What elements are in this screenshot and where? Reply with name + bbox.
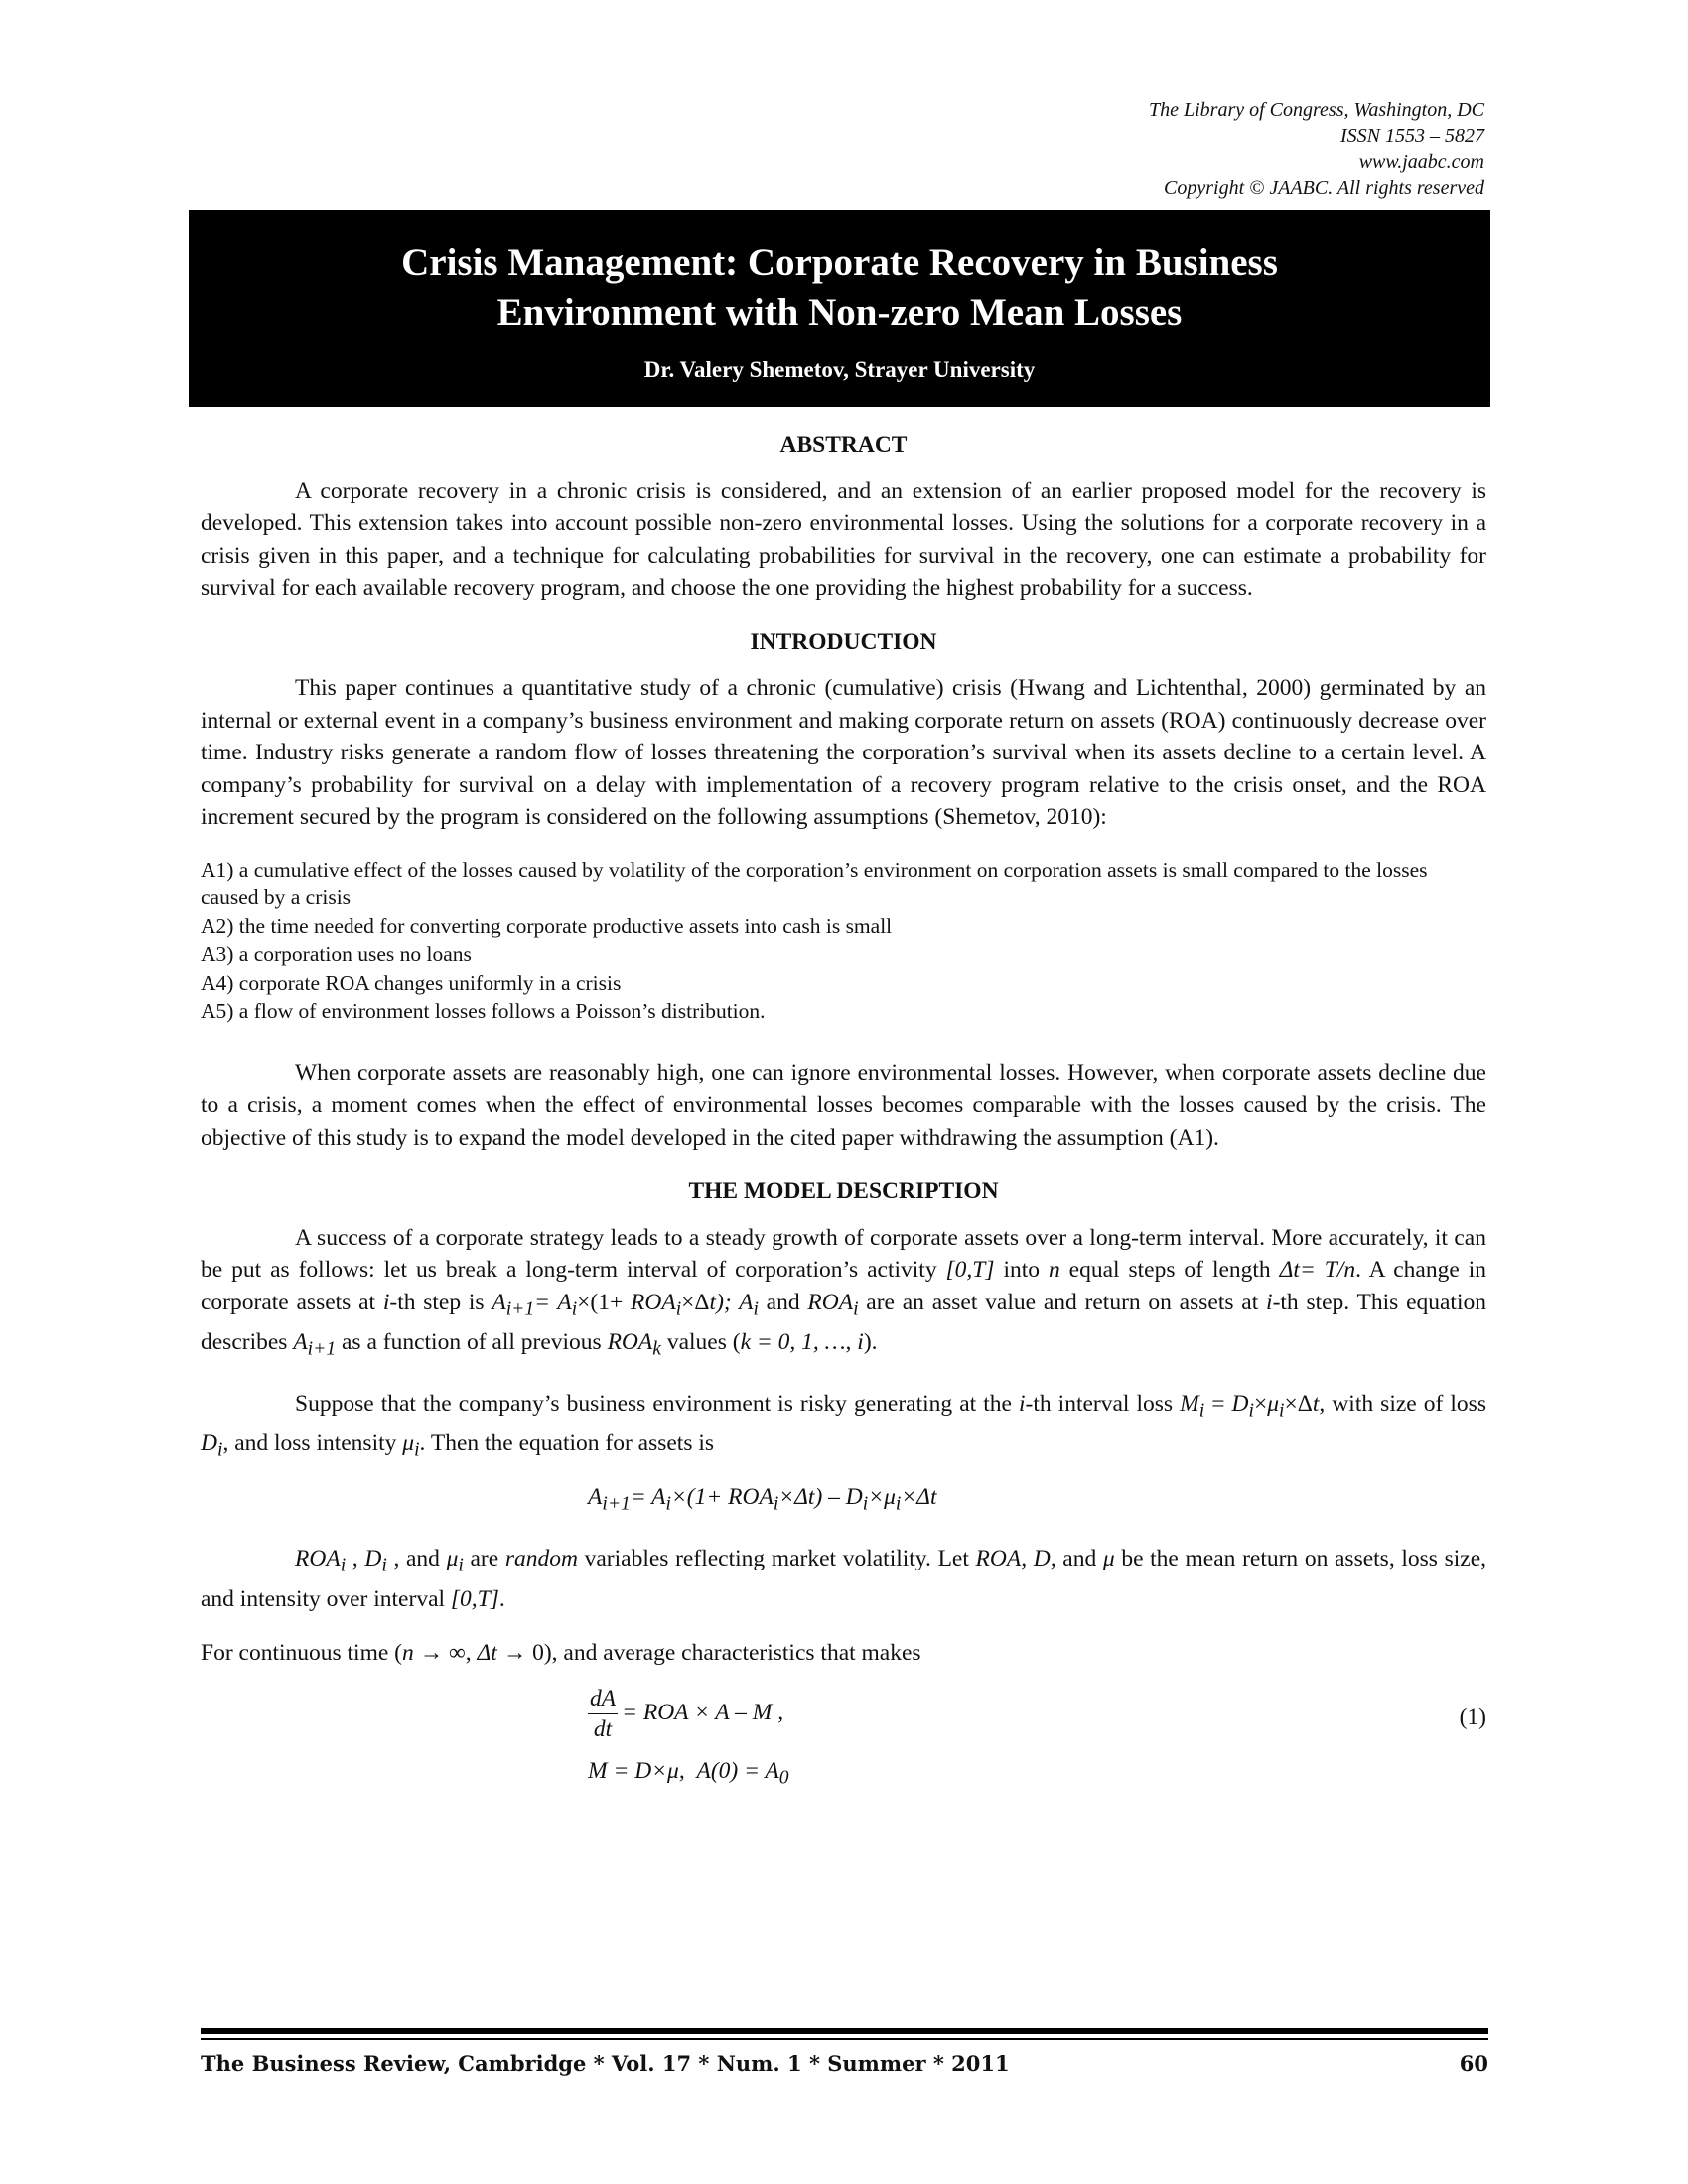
assumption-item: A2) the time needed for converting corporate productive assets into cash is small xyxy=(201,913,893,938)
paper-title xyxy=(189,210,1490,338)
assets-equation: $A_{i+1}= A_i\times(1+ ROA_i\times\Delta t) - D_i\times\mu_i\times\Delta t$ xyxy=(588,1484,937,1515)
model-paragraph-1: A success of a corporate strategy leads to a steady growth of corporate assets over a long-term interval. More accurately, it can be put as follows: let us break a long-term interval of corporation’s activity [0,T] into n equal steps of length Δt= T/n. A change in corporate assets at i-th step is $A_{i+1}= A_i\times(1+ ROA_i\times\Delta t)$; $A_i$ and $ROA_i$ are an asset value and return on assets at i-th step. This equation describes $A_{i+1}$ as a function of all previous $ROA_k$ values (k = 0, 1, …, i). xyxy=(201,1224,1486,1360)
abstract-text: A corporate recovery in a chronic crisis is considered, and an extension of an earlier proposed model for the recovery is developed. This extension takes into account possible non-zero environmental losses. Using the solutions for a corporate recovery in a crisis given in this paper, and a technique for calculating probabilities for survival in the recovery, one can estimate a probability for survival for each available recovery program, and choose the one providing the highest probability for a success. xyxy=(201,478,1486,601)
abstract-heading: ABSTRACT xyxy=(779,432,908,458)
initial-condition-equation: M = D×μ, $A(0) = A_0$ xyxy=(588,1757,789,1789)
footer-rule-thick xyxy=(201,2028,1488,2034)
header-line-library: The Library of Congress, Washington, DC xyxy=(1148,99,1484,121)
model-heading: THE MODEL DESCRIPTION xyxy=(688,1178,999,1204)
assumption-item: A1) a cumulative effect of the losses caused by volatility of the corporation’s environment on corporation assets is small compared to the losses caused by a crisis xyxy=(201,857,1428,909)
paper-body xyxy=(201,429,1486,1795)
model-paragraph-2: Suppose that the company’s business environment is risky generating at the i-th interval loss $M_i = D_i\times\mu_i\times\Delta t$, with size of loss $D_i$, and loss intensity $\mu_i$. Then the equation for assets is xyxy=(201,1390,1486,1461)
paper-author: Dr. Valery Shemetov, Strayer University xyxy=(643,357,1036,382)
assumption-item: A4) corporate ROA changes uniformly in a crisis xyxy=(201,970,622,995)
journal-info-header xyxy=(1149,97,1484,201)
paper-title-line1: Crisis Management: Corporate Recovery in Business xyxy=(401,241,1278,284)
assumptions-list xyxy=(201,856,1486,1025)
model-paragraph-3: $ROA_i$ , $D_i$ , and $\mu_i$ are random variables reflecting market volatility. Let ROA, D, and μ be the mean return on assets, loss size, and intensity over interval [0,T]. xyxy=(201,1546,1487,1612)
paper-title-line2: Environment with Non-zero Mean Losses xyxy=(496,291,1183,334)
header-line-copyright: Copyright © JAABC. All rights reserved xyxy=(1164,177,1484,199)
introduction-paragraph-1: This paper continues a quantitative study of a chronic (cumulative) crisis (Hwang and Lichtenthal, 2000) germinated by an internal or external event in a company’s business environment and making corporate return on assets (ROA) continuously decrease over time. Industry risks generate a random flow of losses threatening the corporation’s survival when its assets decline to a certain level. A company’s probability for survival on a delay with implementation of a recovery program relative to the crisis onset, and the ROA increment secured by the program is considered on the following assumptions (Shemetov, 2010): xyxy=(201,675,1486,830)
assumption-item: A3) a corporation uses no loans xyxy=(201,942,472,966)
footer-journal: The Business Review, Cambridge * Vol. 17 * Num. 1 * Summer * 2011 xyxy=(201,2051,1010,2076)
page-number: 60 xyxy=(1459,2051,1488,2076)
footer-rule-thin xyxy=(201,2038,1488,2040)
introduction-paragraph-2: When corporate assets are reasonably high, one can ignore environmental losses. However, when corporate assets decline due to a crisis, a moment comes when the effect of environmental losses becomes comparable with the losses caused by the crisis. The objective of this study is to expand the model developed in the cited paper withdrawing the assumption (A1). xyxy=(201,1059,1486,1151)
header-line-website: www.jaabc.com xyxy=(1358,151,1484,173)
introduction-heading: INTRODUCTION xyxy=(750,628,937,655)
differential-equation: $\frac{dA}{dt}$ = ROA × A – M , xyxy=(590,1685,784,1742)
assumption-item: A5) a flow of environment losses follows a Poisson’s distribution. xyxy=(201,999,766,1023)
model-paragraph-4: For continuous time (n → ∞, Δt → 0), and average characteristics that makes xyxy=(201,1640,921,1667)
equation-number: (1) xyxy=(1459,1704,1486,1730)
differential-equation-row xyxy=(201,1684,1486,1755)
header-line-issn: ISSN 1553 – 5827 xyxy=(1340,125,1484,147)
title-banner xyxy=(189,210,1490,407)
